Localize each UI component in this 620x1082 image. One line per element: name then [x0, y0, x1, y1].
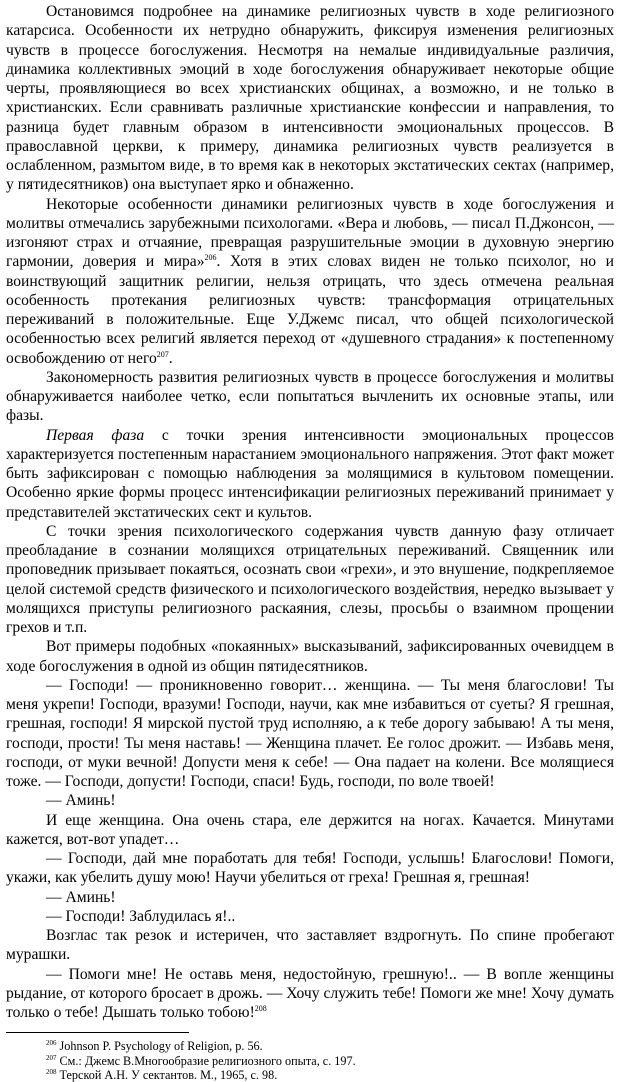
- phase-term: Первая фаза: [46, 426, 145, 444]
- footnote: [6, 1054, 614, 1068]
- paragraph: [6, 676, 614, 792]
- footnote-text: См.: Джемс В.Многообразие религиозного опыта, с. 197.: [59, 1053, 356, 1068]
- body-text: [6, 2, 614, 1022]
- paragraph: [6, 522, 614, 638]
- paragraph: [6, 368, 614, 426]
- paragraph-text: — Господи! Заблудилась я!..: [46, 907, 236, 925]
- paragraph: [6, 2, 614, 195]
- footnote: [6, 1039, 614, 1053]
- footnote-text: Johnson P. Psychology of Religion, p. 56.: [59, 1039, 263, 1054]
- paragraph: [6, 907, 614, 926]
- paragraph-text: Закономерность развития религиозных чувств в процессе богослужения и молитвы обнаруживается наиболее четко, если попытаться вычленить их основные этапы, или фазы.: [6, 368, 614, 425]
- paragraph-text: с точки зрения интенсивности эмоциональных процессов характеризуется постепенным нарастанием эмоционального напряжения. Этот факт может быть зафиксирован с помощью наблюдения за молящимися в культовом помещении. Особенно яркие формы процесс интенсификации религиозных переживаний принимает у представителей экстатических сект и культов.: [6, 426, 614, 521]
- paragraph-text: — Господи! — проникновенно говорит… женщина. — Ты меня благослови! Ты меня укрепи! Господи, вразуми! Господи, научи, как мне избавиться от суеты? Я грешная, грешная, господи! Я мирской пустой труд исполняю, а к тебе дорогу забываю! А ты меня, господи, прости! Ты меня наставь! — Женщина плачет. Ее голос дрожит. — Избавь меня, господи, от муки вечной! Допусти меня к себе! — Она падает на колени. Все молящиеся тоже. — Господи, допусти! Господи, спаси! Будь, господи, по воле твоей!: [6, 676, 614, 790]
- paragraph-text: . Хотя в этих словах виден не только психолог, но и воинствующий защитник религии, нельзя отрицать, что здесь отмечена реальная особенность протекания религиозных чувств: трансформация отрицательных переживаний в положительные. Еще У.Джемс писал, что общей психологической особенностью всех религий является переход от «душевного страдания» к постепенному освобождению от него: [6, 253, 614, 367]
- paragraph: [6, 791, 614, 810]
- paragraph: [6, 426, 614, 522]
- paragraph-text: И еще женщина. Она очень стара, еле держится на ногах. Качается. Минутами кажется, вот-вот упадет…: [6, 811, 614, 848]
- footnotes: [6, 1039, 614, 1082]
- footnote-ref: 206: [204, 253, 217, 263]
- paragraph: [6, 811, 614, 850]
- paragraph-text: .: [168, 349, 173, 367]
- paragraph-text: — Аминь!: [46, 888, 116, 906]
- footnote-divider: [6, 1032, 189, 1033]
- paragraph: [6, 926, 614, 965]
- paragraph-text: Возглас так резок и истеричен, что заставляет вздрогнуть. По спине пробегают мурашки.: [6, 927, 614, 964]
- footnote-text: Терской А.Н. У сектантов. М., 1965, с. 98.: [59, 1068, 278, 1082]
- paragraph-text: — Господи, дай мне поработать для тебя! Господи, услышь! Благослови! Помоги, укажи, как убелить душу мою! Научи убелиться от греха! Грешная я, грешная!: [6, 850, 614, 887]
- footnote-ref: 207: [156, 349, 169, 359]
- paragraph: [6, 637, 614, 676]
- paragraph-text: — Помоги мне! Не оставь меня, недостойную, грешную!.. — В вопле женщины рыдание, от которого бросает в дрожь. — Хочу служить тебе! Помоги же мне! Хочу думать только о тебе! Дышать только тобою!: [6, 965, 614, 1021]
- paragraph: [6, 965, 614, 1023]
- paragraph-text: С точки зрения психологического содержания чувств данную фазу отличает преобладание в сознании молящихся отрицательных переживаний. Священник или проповедник призывает покаяться, осознать свои «грехи», и это внушение, подкрепляемое целой системой средств физического и психологического воздействия, нередко вызывает у молящихся приступы религиозного раскаяния, слезы, просьбы о взаимном прощении грехов и т.п.: [6, 522, 614, 636]
- paragraph: [6, 195, 614, 368]
- footnote-number: 206: [46, 1039, 57, 1048]
- footnote-number: 207: [46, 1053, 57, 1062]
- paragraph-text: Вот примеры подобных «покаянных» высказываний, зафиксированных очевидцем в ходе богослужения в одной из общин пятидесятников.: [6, 638, 614, 675]
- paragraph-text: Остановимся подробнее на динамике религиозных чувств в ходе религиозного катарсиса. Особенности их нетрудно обнаружить, фиксируя изменения религиозных чувств в процессе богослужения. Несмотря на немалые индивидуальные различия, динамика коллективных эмоций в ходе богослужения обнаруживает некоторые общие черты, проявляющиеся во всех христианских общинах, а возможно, и не только в христианских. Если сравнивать различные христианские конфессии и направления, то разница будет главным образом в интенсивности эмоциональных процессов. В православной церкви, к примеру, динамика религиозных чувств реализуется в ослабленном, размытом виде, в то время как в некоторых экстатических сектах (например, у пятидесятников) она выступает ярко и обнаженно.: [6, 3, 614, 194]
- paragraph: [6, 849, 614, 888]
- footnote: [6, 1068, 614, 1082]
- paragraph: [6, 888, 614, 907]
- paragraph-text: Некоторые особенности динамики религиозных чувств в ходе богослужения и молитвы отмечались зарубежными психологами. «Вера и любовь, — писал П.Джонсон, — изгоняют страх и отчаяние, превращая разрушительные эмоции в духовную энергию гармонии, доверия и мира»: [6, 195, 614, 271]
- footnote-ref: 208: [254, 1003, 267, 1013]
- footnote-number: 208: [46, 1068, 57, 1076]
- paragraph-text: — Аминь!: [46, 792, 116, 810]
